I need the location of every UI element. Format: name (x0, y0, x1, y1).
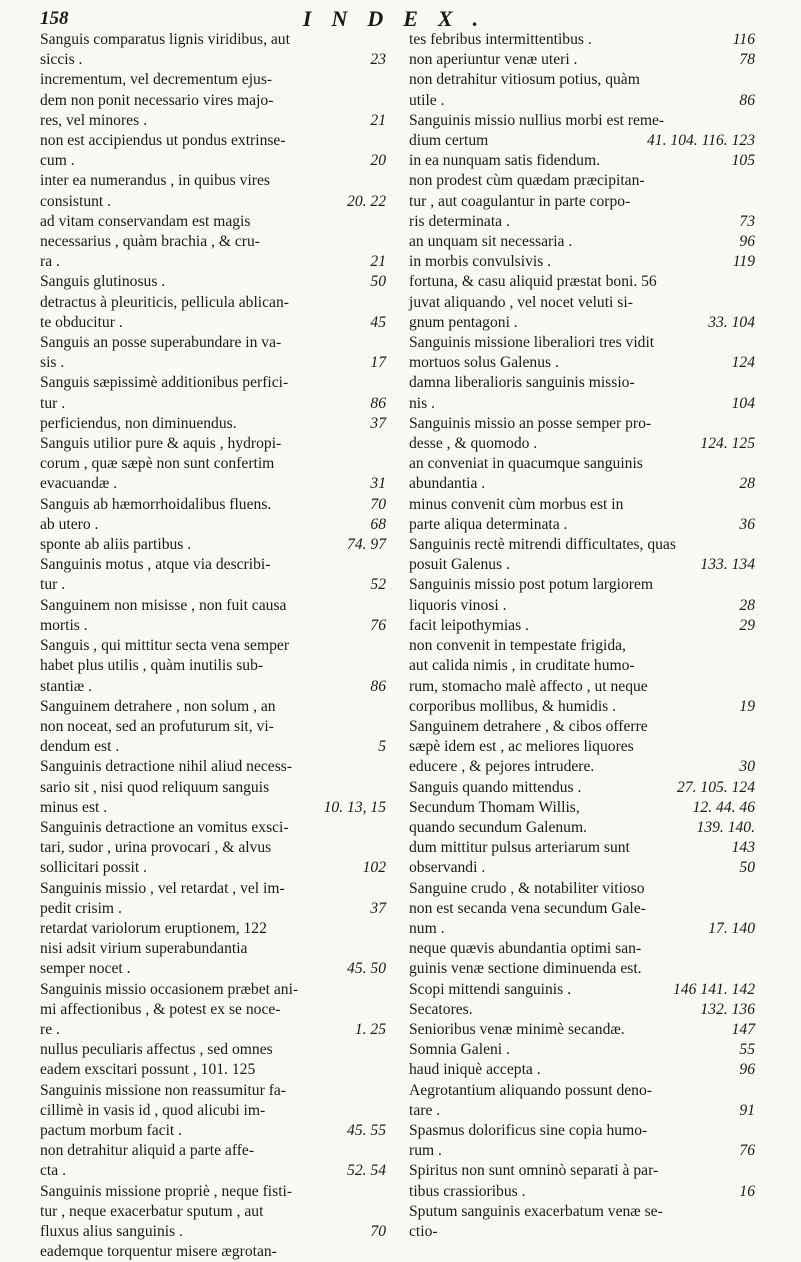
index-entry-text: non detrahitur aliquid a parte affe- (40, 1142, 255, 1160)
index-entry-page-ref: 96 (739, 1061, 755, 1079)
index-entry (409, 1161, 755, 1201)
index-entry-text: rum, stomacho malè affecto , ut neque (409, 677, 648, 695)
index-entry-text: incrementum, vel decrementum ejus- (40, 71, 273, 89)
index-entry-page-ref: 33. 104 (708, 313, 755, 331)
index-entry-text: gnum pentagoni . (409, 313, 518, 331)
index-entry-page-ref: 124. 125 (700, 435, 755, 453)
index-entry-text: haud iniquè accepta . (409, 1061, 541, 1079)
index-entry-page-ref: 28 (739, 475, 755, 493)
index-entry-text: cillimè in vasis id , quod alicubi im- (40, 1101, 266, 1119)
index-entry-text: Sanguis sæpissimè additionibus perfici- (40, 374, 289, 392)
index-entry-text: educere , & pejores intrudere. (409, 758, 595, 776)
index-entry-page-ref: 23 (370, 51, 386, 69)
index-entry-text: Sanguinem detrahere , non solum , an (40, 697, 276, 715)
index-entry-text: perficiendus, non diminuendus. (40, 414, 237, 432)
index-entry (40, 555, 386, 595)
index-entry-text: mortis . (40, 616, 88, 634)
index-entry-page-ref: 37 (370, 899, 386, 917)
index-entry (40, 636, 386, 697)
index-entry (40, 373, 386, 413)
index-entry (409, 616, 755, 636)
index-entry-text: Sanguinis missio an posse semper pro- (409, 414, 652, 432)
index-entry-page-ref: 70 (370, 495, 386, 513)
index-entry-text: tur . (40, 394, 66, 412)
index-entry (409, 252, 755, 272)
index-entry-page-ref: 86 (370, 677, 386, 695)
index-entry-text: in morbis convulsivis . (409, 253, 552, 271)
index-entry-text: fortuna, & casu aliquid præstat boni. 56 (409, 273, 657, 291)
index-entry-page-ref: 76 (739, 1142, 755, 1160)
index-entry-text: quando secundum Galenum. (409, 818, 587, 836)
index-entry-page-ref: 1. 25 (354, 1020, 386, 1038)
index-entry-text: non est secanda vena secundum Gale- (409, 899, 646, 917)
index-entry-text: ra . (40, 253, 60, 271)
index-entry (409, 111, 755, 151)
index-entry-text: guinis venæ sectione diminuenda est. (409, 960, 642, 978)
index-entry-text: nisi adsit virium superabundantia (40, 940, 248, 958)
index-entry-text: stantiæ . (40, 677, 92, 695)
index-entry-page-ref: 27. 105. 124 (677, 778, 755, 796)
index-entry-page-ref: 141. 142 (700, 980, 755, 998)
index-entry-text: Sanguinis detractione an vomitus exsci- (40, 818, 289, 836)
index-entry-page-ref: 29 (739, 616, 755, 634)
index-entry-text: tur , neque exacerbatur sputum , aut (40, 1202, 264, 1220)
index-entry-text: num . (409, 919, 445, 937)
index-entry (409, 70, 755, 110)
index-entry-text: Sanguinis detractione nihil aliud necess- (40, 758, 293, 776)
index-entry-text: non convenit in tempestate frigida, (409, 637, 626, 655)
index-entry-page-ref: 45 (370, 313, 386, 331)
index-entry-page-ref: 91 (739, 1101, 755, 1119)
index-entry-page-ref: 20. 22 (347, 192, 386, 210)
index-entry-text: juvat aliquando , vel nocet veluti si- (409, 293, 633, 311)
index-entry-page-ref: 21 (370, 111, 386, 129)
index-entry-text: re . (40, 1020, 60, 1038)
index-entry-page-ref: 96 (739, 233, 755, 251)
index-entry-page-ref: 68 (370, 515, 386, 533)
index-entry (40, 293, 386, 333)
index-entry-text: ad vitam conservandam est magis (40, 212, 251, 230)
index-entry (40, 171, 386, 211)
index-entry-text: abundantia . (409, 475, 486, 493)
index-entry-page-ref: 52 (370, 576, 386, 594)
index-entry-page-ref: 45. 55 (347, 1121, 386, 1139)
index-entry (40, 818, 386, 879)
index-entry (40, 1182, 386, 1243)
index-entry-page-ref: 12. 44. 46 (692, 798, 755, 816)
index-entry-text: sario sit , nisi quod reliquum sanguis (40, 778, 270, 796)
index-entry (409, 879, 755, 940)
index-entry-text: ris determinata . (409, 212, 510, 230)
index-entry-page-ref: 21 (370, 253, 386, 271)
index-entry-text: posuit Galenus . (409, 556, 510, 574)
index-entry-text: mortuos solus Galenus . (409, 354, 559, 372)
index-entry-text: fluxus alius sanguinis . (40, 1222, 183, 1240)
index-entry-page-ref: 50 (370, 273, 386, 291)
index-entry-page-ref: 45. 50 (347, 960, 386, 978)
index-entry-page-ref: 146 (673, 980, 697, 998)
index-entry (409, 151, 755, 171)
index-entry-text: cta . (40, 1162, 66, 1180)
index-entry-text: Sanguis ab hæmorrhoidalibus fluens. (40, 495, 272, 513)
index-entry-text: non est accipiendus ut pondus extrinse- (40, 132, 286, 150)
index-entry-text: Secatores. (409, 1000, 473, 1018)
index-entry (40, 1141, 386, 1181)
index-entry-page-ref: 116 (732, 31, 755, 48)
index-entry-text: Scopi mittendi sanguinis . (409, 980, 571, 998)
index-entry-text: corum , quæ sæpè non sunt confertim (40, 455, 275, 473)
index-entry-text: facit leipothymias . (409, 616, 529, 634)
index-entry-page-ref: 31 (370, 475, 386, 493)
index-entry-page-ref: 10. 13, 15 (323, 798, 386, 816)
index-entry-text: siccis . (40, 51, 83, 69)
index-entry-text: detractus à pleuriticis, pellicula ablican- (40, 293, 289, 311)
index-entry-page-ref: 37 (370, 414, 386, 432)
index-entry-text: tibus crassioribus . (409, 1182, 526, 1200)
index-entry-page-ref: 86 (370, 394, 386, 412)
index-entry-page-ref: 147 (731, 1020, 755, 1038)
index-entry-text: Sanguinis missione liberaliori tres vidit (409, 334, 655, 352)
index-entry (40, 535, 386, 555)
index-entry-text: tare . (409, 1101, 441, 1119)
index-entry (40, 30, 386, 70)
index-entry-text: necessarius , quàm brachia , & cru- (40, 233, 260, 251)
index-entry-text: Sanguinis motus , atque via describi- (40, 556, 271, 574)
index-entry-text: habet plus utilis , quàm inutilis sub- (40, 657, 264, 675)
index-entry-text: tari, sudor , urina provocari , & alvus (40, 839, 272, 857)
index-entry (40, 414, 386, 434)
index-entry (40, 212, 386, 273)
index-entry-page-ref: 5 (378, 738, 386, 756)
index-entry-text: dium certum (409, 132, 489, 150)
index-entry (409, 1081, 755, 1121)
index-entry (40, 272, 386, 292)
index-entry (40, 434, 386, 495)
index-entry-page-ref: 17 (370, 354, 386, 372)
index-entry (409, 1000, 755, 1020)
index-entry-page-ref: 30 (739, 758, 755, 776)
index-entry-text: Sanguinem detrahere , & cibos offerre (409, 717, 648, 735)
index-entry-text: Secundum Thomam Willis, (409, 798, 580, 816)
index-column-left (40, 30, 386, 1262)
index-entry-text: eadem exscitari possunt , 101. 125 (40, 1061, 256, 1079)
index-entry-text: Sanguis glutinosus . (40, 273, 166, 291)
index-entry-text: Sanguinis rectè mitrendi difficultates, quas (409, 536, 676, 554)
index-entry-text: non detrahitur vitiosum potius, quàm (409, 71, 640, 89)
index-entry (409, 414, 755, 454)
index-entry-page-ref: 139. 140. (696, 818, 755, 836)
index-entry (409, 272, 755, 333)
index-entry-text: minus est . (40, 798, 108, 816)
index-entry-text: utile . (409, 91, 445, 109)
page-header (40, 6, 761, 32)
index-entry-text: ctio- (409, 1222, 438, 1240)
index-entry-text: Sanguinis missio occasionem præbet ani- (40, 980, 299, 998)
index-entry-page-ref: 119 (732, 253, 755, 271)
index-entry-page-ref: 28 (739, 596, 755, 614)
index-entry-text: eademque torquentur misere ægrotan- (40, 1243, 277, 1261)
index-entry-text: Sanguinis missio post potum largiorem (409, 576, 654, 594)
index-entry (40, 515, 386, 535)
index-entry-text: an conveniat in quacumque sanguinis (409, 455, 643, 473)
index-entry-text: minus convenit cùm morbus est in (409, 495, 624, 513)
index-entry (409, 1202, 755, 1242)
index-entry-text: nullus peculiaris affectus , sed omnes (40, 1041, 273, 1059)
index-entry-text: non prodest cùm quædam præcipitan- (409, 172, 645, 190)
index-entry-text: Senioribus venæ minimè secandæ. (409, 1020, 625, 1038)
index-entry (40, 697, 386, 758)
index-entry-text: dem non ponit necessario vires majo- (40, 91, 274, 109)
index-entry-text: Sanguinis missione non reassumitur fa- (40, 1081, 287, 1099)
index-entry (409, 1121, 755, 1161)
index-entry-text: rum . (409, 1142, 442, 1160)
index-entry (40, 333, 386, 373)
index-entry-page-ref: 17. 140 (708, 919, 755, 937)
index-entry-text: sollicitari possit . (40, 859, 147, 877)
index-entry-text: Sputum sanguinis exacerbatum venæ se- (409, 1202, 663, 1220)
index-entry-text: pactum morbum facit . (40, 1121, 183, 1139)
index-entry-page-ref: 143 (731, 839, 755, 857)
index-entry-text: Spasmus dolorificus sine copia humo- (409, 1121, 648, 1139)
index-entry-text: tur , aut coagulantur in parte corpo- (409, 192, 631, 210)
index-entry-text: sæpè idem est , ac meliores liquores (409, 738, 634, 756)
index-entry-text: consistunt . (40, 192, 112, 210)
index-entry-text: Sanguine crudo , & notabiliter vitioso (409, 879, 645, 897)
index-entry (409, 798, 755, 818)
index-entry-text: dendum est . (40, 738, 120, 756)
index-entry-text: nis . (409, 394, 435, 412)
index-entry-text: pedit crisim . (40, 899, 122, 917)
index-entry (40, 757, 386, 818)
index-entry (409, 171, 755, 232)
index-entry-page-ref: 52. 54 (347, 1162, 386, 1180)
index-entry-text: ab utero . (40, 515, 99, 533)
index-entry-text: Sanguinis missio , vel retardat , vel im- (40, 879, 285, 897)
index-entry (40, 1242, 386, 1262)
page-number: 158 (40, 8, 69, 29)
index-entry-text: Somnia Galeni . (409, 1041, 510, 1059)
index-entry (409, 1060, 755, 1080)
index-entry-text: Sanguinis missione propriè , neque fisti- (40, 1182, 293, 1200)
index-entry (409, 454, 755, 494)
index-entry-text: inter ea numerandus , in quibus vires (40, 172, 270, 190)
index-entry (409, 30, 755, 50)
index-entry-text: non noceat, sed an profuturum sit, vi- (40, 717, 274, 735)
index-entry (409, 373, 755, 413)
index-entry-text: neque quævis abundantia optimi san- (409, 940, 642, 958)
index-entry-page-ref: 16 (739, 1182, 755, 1200)
index-entry-page-ref: 104 (731, 394, 755, 412)
index-column-right (409, 30, 755, 1242)
index-entry (409, 818, 755, 838)
index-entry (40, 596, 386, 636)
index-entry-page-ref: 76 (370, 616, 386, 634)
index-entry-page-ref: 20 (370, 152, 386, 170)
index-entry (409, 778, 755, 798)
index-entry-text: evacuandæ . (40, 475, 118, 493)
index-entry-text: in ea nunquam satis fidendum. (409, 152, 600, 170)
index-entry-text: te obducitur . (40, 313, 123, 331)
index-entry-page-ref: 102 (362, 859, 386, 877)
index-entry-text: Spiritus non sunt omninò separati à par- (409, 1162, 659, 1180)
index-entry-text: sponte ab aliis partibus . (40, 536, 192, 554)
index-entry-text: semper nocet . (40, 960, 131, 978)
index-entry-text: liquoris vinosi . (409, 596, 507, 614)
index-entry-page-ref: 73 (739, 212, 755, 230)
index-entry (40, 1040, 386, 1141)
index-entry-text: observandi . (409, 859, 486, 877)
index-entry (409, 1040, 755, 1060)
index-entry (40, 919, 386, 980)
index-entry-text: damna liberalioris sanguinis missio- (409, 374, 635, 392)
index-entry (409, 636, 755, 717)
index-entry-text: corporibus mollibus, & humidis . (409, 697, 617, 715)
index-entry (409, 495, 755, 535)
index-entry (409, 575, 755, 615)
index-entry (40, 879, 386, 919)
index-entry-page-ref: 41. 104. 116. 123 (647, 132, 755, 150)
index-entry (409, 717, 755, 778)
index-entry-text: Aegrotantium aliquando possunt deno- (409, 1081, 652, 1099)
index-entry-page-ref: 133. 134 (700, 556, 755, 574)
index-entry (409, 838, 755, 878)
index-entry-text: Sanguinis missio nullius morbi est reme- (409, 111, 665, 129)
index-entry-text: Sanguis , qui mittitur secta vena semper (40, 637, 290, 655)
index-entry-text: Sanguis an posse superabundare in va- (40, 334, 282, 352)
index-entry (409, 232, 755, 252)
index-entry-page-ref: 105 (731, 152, 755, 170)
index-entry (40, 495, 386, 515)
index-entry (409, 50, 755, 70)
index-entry (409, 1020, 755, 1040)
index-entry-text: aut calida nimis , in cruditate humo- (409, 657, 635, 675)
index-entry-text: sis . (40, 354, 65, 372)
index-entry-text: Sanguinem non misisse , non fuit causa (40, 596, 287, 614)
index-entry (40, 980, 386, 1041)
index-entry-text: tes febribus intermittentibus . (409, 31, 592, 48)
index-entry (409, 535, 755, 575)
index-entry (409, 333, 755, 373)
index-entry-text: res, vel minores . (40, 111, 147, 129)
index-entry-text: Sanguis comparatus lignis viridibus, aut (40, 31, 290, 48)
index-entry-text: Sanguis utilior pure & aquis , hydropi- (40, 435, 282, 453)
index-entry-page-ref: 86 (739, 91, 755, 109)
index-entry-text: retardat variolorum eruptionem, 122 (40, 919, 267, 937)
index-entry-page-ref: 78 (739, 51, 755, 69)
index-entry-page-ref: 55 (739, 1041, 755, 1059)
index-entry-text: non aperiuntur venæ uteri . (409, 51, 578, 69)
running-title: INDEX. (302, 6, 499, 31)
index-entry-text: Sanguis quando mittendus . (409, 778, 582, 796)
index-entry (409, 939, 755, 979)
index-entry-text: cum . (40, 152, 75, 170)
index-entry-text: dum mittitur pulsus arteriarum sunt (409, 839, 630, 857)
index-entry-text: desse , & quomodo . (409, 435, 538, 453)
index-entry-page-ref: 74. 97 (347, 536, 386, 554)
index-entry-text: tur . (40, 576, 66, 594)
index-entry-text: an unquam sit necessaria . (409, 233, 573, 251)
index-entry-page-ref: 50 (739, 859, 755, 877)
index-entry-text: parte aliqua determinata . (409, 515, 568, 533)
index-entry-page-ref: 124 (731, 354, 755, 372)
index-entry (40, 70, 386, 131)
index-entry (40, 131, 386, 171)
index-entry-page-ref: 19 (739, 697, 755, 715)
index-entry-page-ref: 132. 136 (700, 1000, 755, 1018)
index-entry-page-ref: 36 (739, 515, 755, 533)
index-entry-text: mi affectionibus , & potest ex se noce- (40, 1000, 281, 1018)
index-entry-page-ref: 70 (370, 1222, 386, 1240)
